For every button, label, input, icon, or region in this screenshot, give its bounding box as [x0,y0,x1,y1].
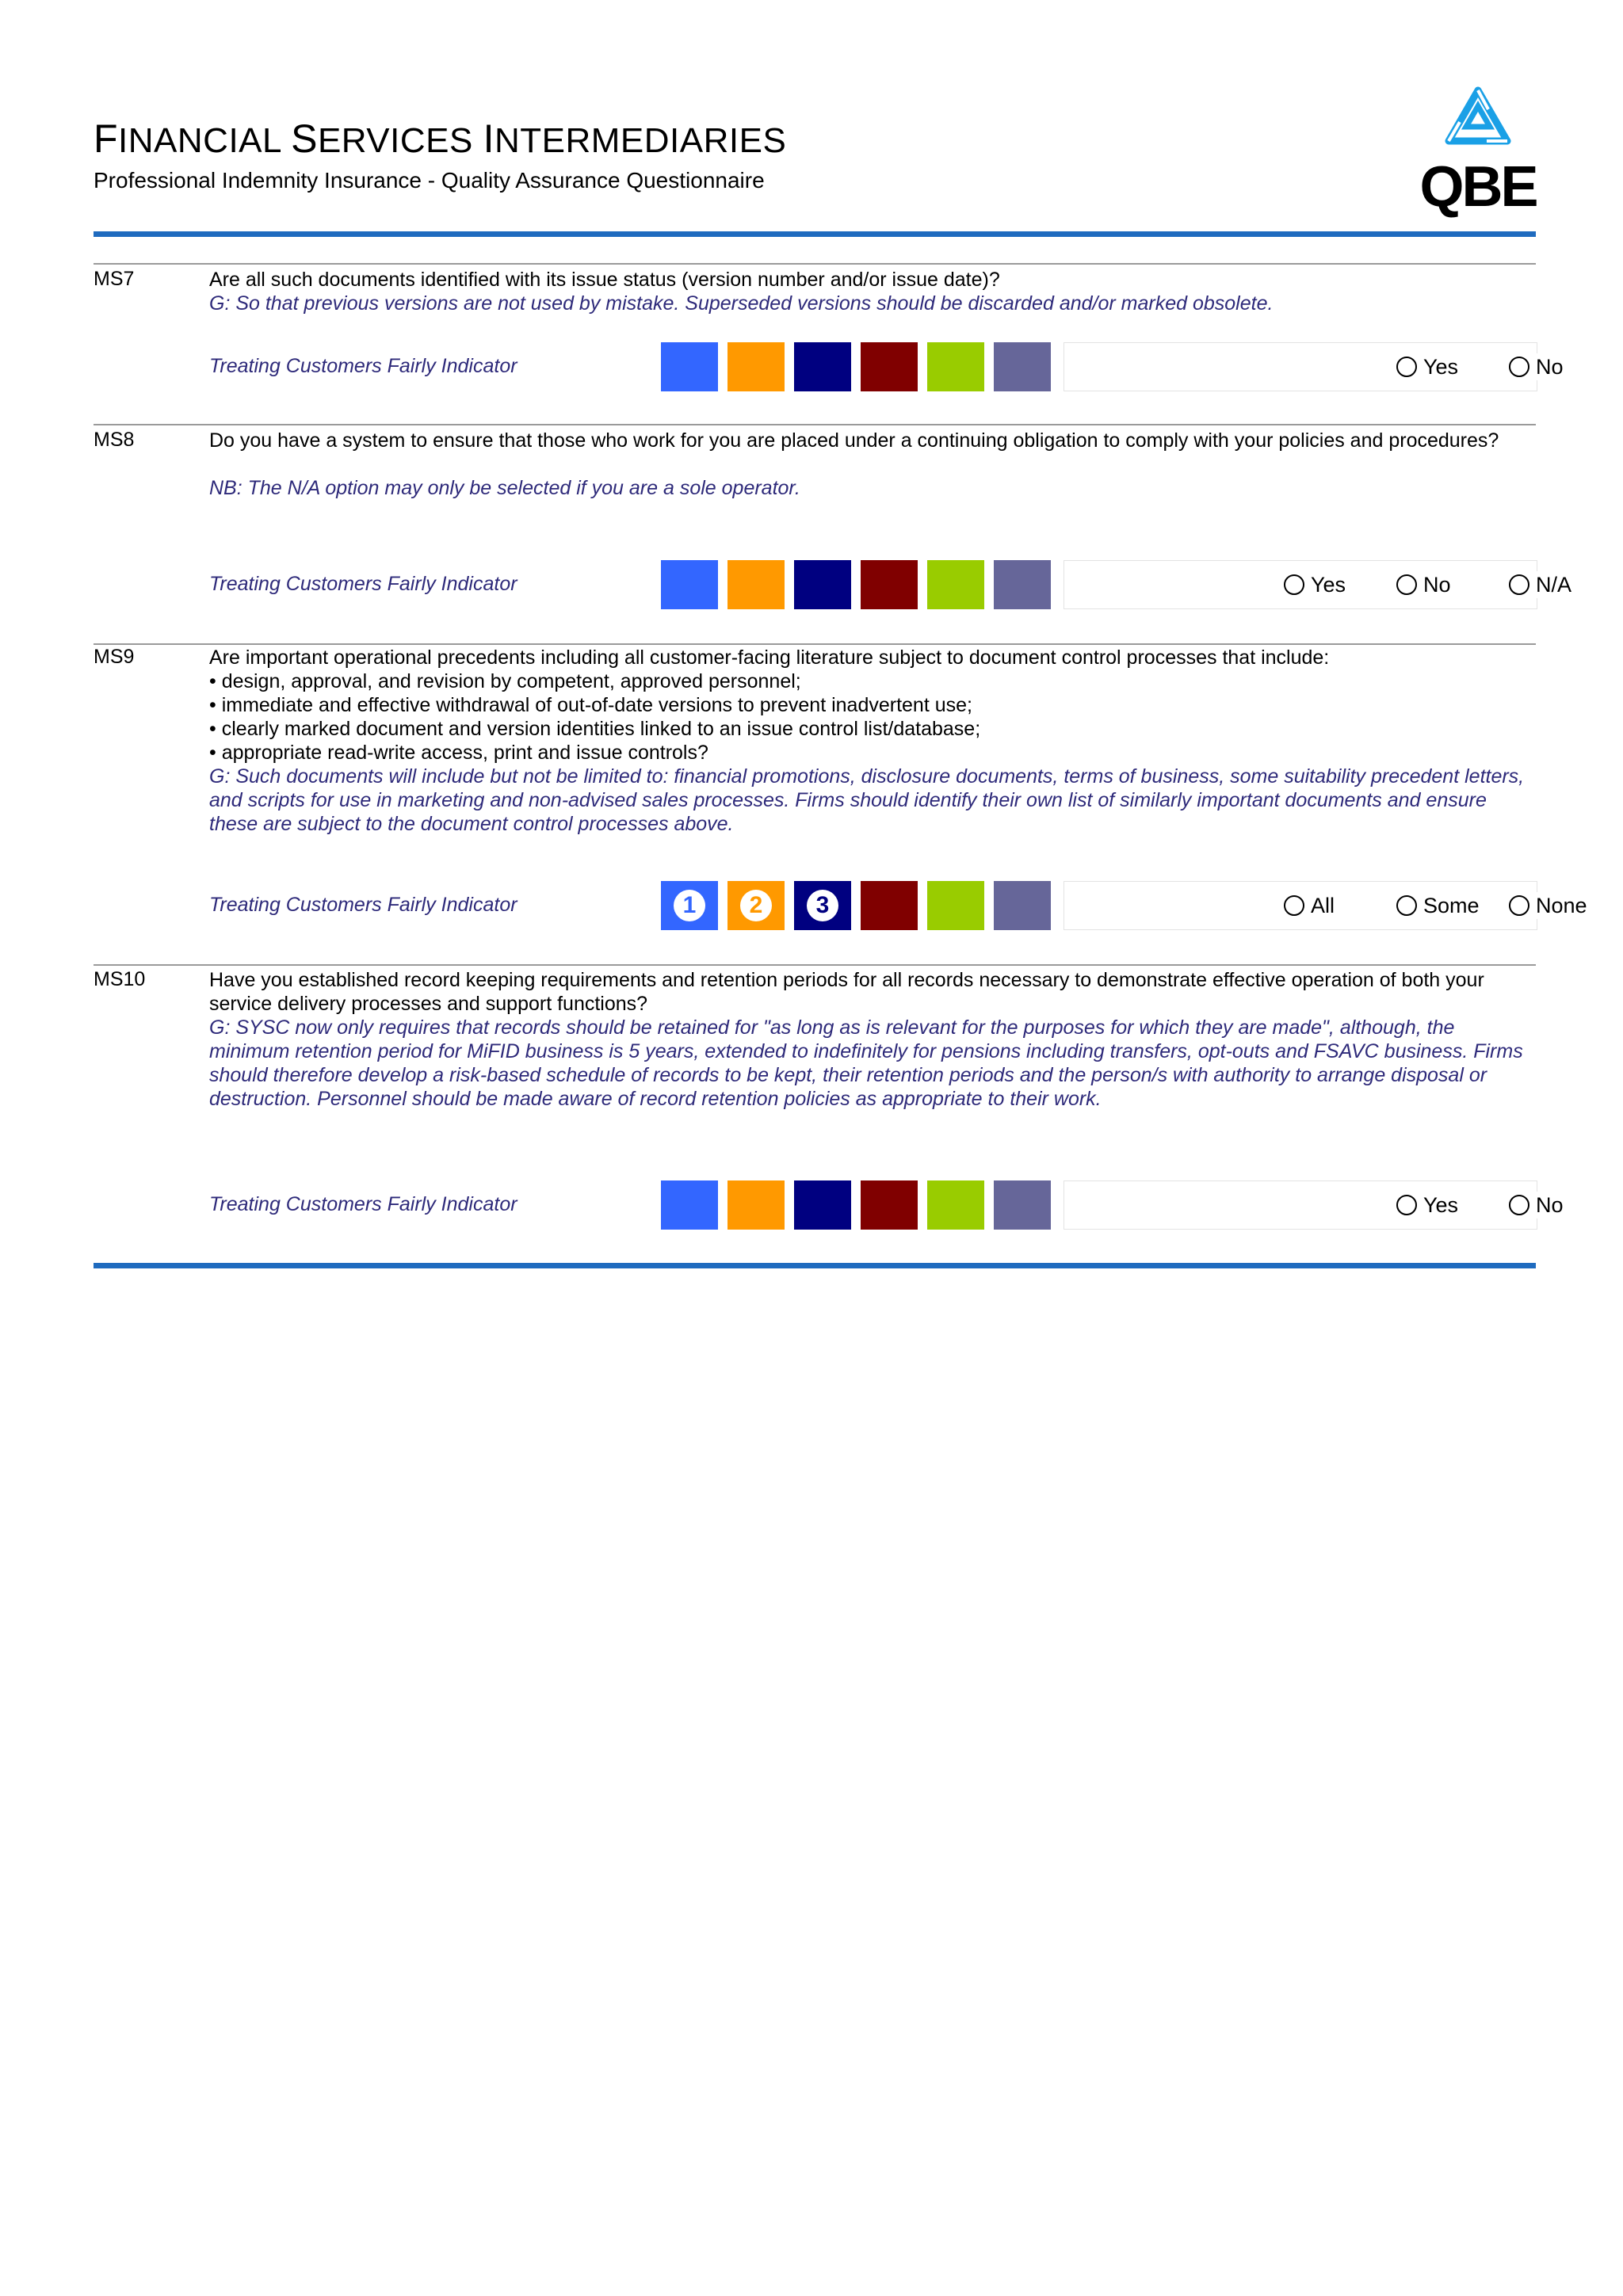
tcf-indicator-1[interactable] [661,342,718,391]
indicator-number-badge: 2 [727,881,785,930]
question-text: Are important operational precedents including all customer-facing literature subject to document control processes that include: [209,646,1330,669]
radio-option-yes[interactable]: Yes [1396,1192,1458,1219]
radio-icon[interactable] [1396,895,1417,916]
radio-icon[interactable] [1284,574,1304,595]
radio-icon[interactable] [1396,1195,1417,1215]
qbe-logo [1419,86,1537,219]
question-text-block [209,968,1533,1111]
question-text-block [209,646,1533,836]
radio-option-some[interactable]: Some [1396,892,1480,919]
question-text-block [209,268,1533,315]
question-text: Do you have a system to ensure that those who work for you are placed under a continuing obligation to comply with your policies and procedures? [209,429,1499,452]
tcf-row [209,1180,1564,1230]
tcf-indicator-1[interactable] [661,1180,718,1230]
tcf-indicator-4[interactable] [861,560,918,609]
tcf-label: Treating Customers Fairly Indicator [209,1193,517,1215]
tcf-indicator-6[interactable] [994,342,1051,391]
indicator-number-badge: 3 [794,881,851,930]
tcf-row [209,342,1564,391]
tcf-indicator-2[interactable] [727,881,785,930]
tcf-indicator-2[interactable] [727,342,785,391]
qbe-logo-text: QBE [1419,155,1537,219]
radio-option-na[interactable]: N/A [1509,571,1571,598]
tcf-indicator-3[interactable] [794,560,851,609]
radio-option-all[interactable]: All [1284,892,1335,919]
tcf-indicator-3[interactable] [794,1180,851,1230]
comment-field[interactable] [1064,342,1537,391]
question-divider [94,643,1536,645]
tcf-indicator-6[interactable] [994,1180,1051,1230]
radio-option-none[interactable]: None [1509,892,1587,919]
question-id: MS9 [94,646,135,668]
bullet-item: • appropriate read-write access, print and issue controls? [209,742,708,764]
radio-icon[interactable] [1509,357,1529,377]
radio-option-no[interactable]: No [1396,571,1451,598]
tcf-label: Treating Customers Fairly Indicator [209,894,517,916]
radio-option-no[interactable]: No [1509,1192,1564,1219]
question-id: MS8 [94,429,135,451]
tcf-indicator-5[interactable] [927,560,984,609]
indicator-number-badge: 1 [661,881,718,930]
footer-divider [94,1263,1536,1268]
tcf-indicator-5[interactable] [927,881,984,930]
radio-icon[interactable] [1509,1195,1529,1215]
question-text: Are all such documents identified with its issue status (version number and/or issue date)? [209,269,1000,291]
comment-field[interactable] [1064,1180,1537,1230]
tcf-indicator-4[interactable] [861,1180,918,1230]
radio-icon[interactable] [1284,895,1304,916]
radio-icon[interactable] [1396,574,1417,595]
tcf-indicator-4[interactable] [861,881,918,930]
radio-icon[interactable] [1396,357,1417,377]
tcf-indicator-2[interactable] [727,560,785,609]
page-header [94,116,1536,193]
tcf-indicator-3[interactable] [794,342,851,391]
tcf-indicator-2[interactable] [727,1180,785,1230]
question-guidance: G: Such documents will include but not be limited to: financial promotions, disclosure documents, terms of business, some suitability precedent letters, and scripts for use in marketing and non-advised sales processes. Firms should identify their own list of similarly important documents and ensure these are subject to the document control processes above. [209,765,1525,835]
tcf-indicator-1[interactable] [661,560,718,609]
tcf-row [209,881,1587,930]
bullet-item: • immediate and effective withdrawal of out-of-date versions to prevent inadvertent use; [209,694,972,716]
tcf-indicator-6[interactable] [994,881,1051,930]
radio-option-no[interactable]: No [1509,353,1564,380]
radio-icon[interactable] [1509,895,1529,916]
tcf-indicator-6[interactable] [994,560,1051,609]
page-subtitle: Professional Indemnity Insurance - Quality Assurance Questionnaire [94,168,765,193]
radio-option-yes[interactable]: Yes [1396,353,1458,380]
question-guidance: G: So that previous versions are not used by mistake. Superseded versions should be discarded and/or marked obsolete. [209,292,1274,315]
header-divider [94,231,1536,237]
tcf-label: Treating Customers Fairly Indicator [209,355,517,377]
bullet-item: • clearly marked document and version identities linked to an issue control list/database; [209,718,981,740]
tcf-indicator-1[interactable] [661,881,718,930]
question-text: Have you established record keeping requirements and retention periods for all records necessary to demonstrate effective operation of both your service delivery processes and support functions? [209,969,1484,1015]
question-divider [94,263,1536,265]
tcf-indicator-5[interactable] [927,1180,984,1230]
bullet-item: • design, approval, and revision by competent, approved personnel; [209,670,801,692]
page-title: FINANCIAL SERVICES INTERMEDIARIES [94,116,787,161]
question-id: MS10 [94,968,146,990]
radio-icon[interactable] [1509,574,1529,595]
question-id: MS7 [94,268,135,290]
tcf-label: Treating Customers Fairly Indicator [209,573,517,595]
tcf-indicator-4[interactable] [861,342,918,391]
question-guidance: G: SYSC now only requires that records should be retained for "as long as is relevant for the purposes for which they are made", although, the minimum retention period for MiFID business is 5 years, extended to indefinitely for pensions including transfers, opt-outs and FSAVC business. Firms should therefore develop a risk-based schedule of records to be kept, their retention periods and the person/s with authority to arrange disposal or destruction. Personnel should be made aware of record retention policies as appropriate to their work. [209,1016,1523,1110]
qbe-logo-mark-icon [1442,86,1514,149]
question-note: NB: The N/A option may only be selected if you are a sole operator. [209,477,800,499]
tcf-indicator-3[interactable] [794,881,851,930]
tcf-row [209,560,1572,609]
question-divider [94,964,1536,966]
question-text-block [209,429,1533,500]
tcf-indicator-5[interactable] [927,342,984,391]
question-divider [94,424,1536,425]
radio-option-yes[interactable]: Yes [1284,571,1346,598]
